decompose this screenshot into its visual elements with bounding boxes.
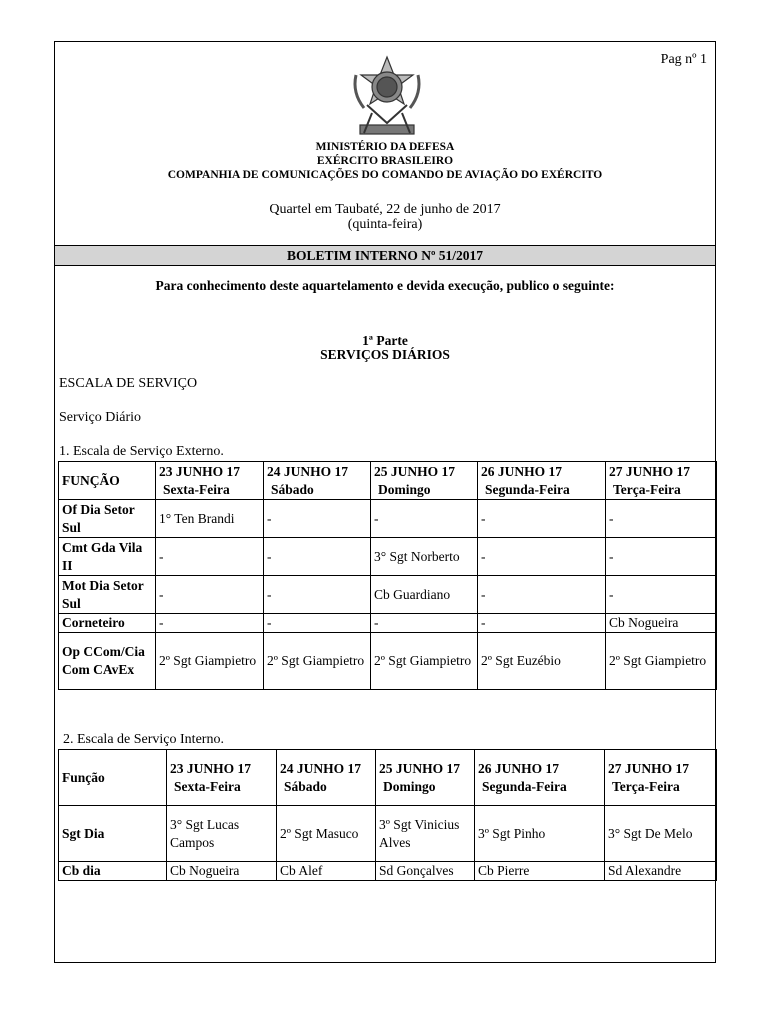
table-cell: Cb Guardiano (371, 576, 478, 614)
row-function: Cb dia (59, 862, 167, 881)
table-cell: Cb Nogueira (606, 614, 717, 633)
table-cell: - (606, 576, 717, 614)
boletim-title: BOLETIM INTERNO Nº 51/2017 (55, 245, 715, 266)
table-cell: 3º Sgt Vinicius Alves (376, 806, 475, 862)
header-day: 25 JUNHO 17 Domingo (376, 750, 475, 806)
table-cell: Sd Gonçalves (376, 862, 475, 881)
row-function: Mot Dia Setor Sul (59, 576, 156, 614)
header-company: COMPANHIA DE COMUNICAÇÕES DO COMANDO DE AVIAÇÃO DO EXÉRCITO (167, 169, 603, 181)
table-cell: 2º Sgt Masuco (277, 806, 376, 862)
servico-diario: Serviço Diário (59, 410, 142, 425)
row-function: Corneteiro (59, 614, 156, 633)
table-row (59, 633, 717, 690)
header-day: 26 JUNHO 17 Segunda-Feira (478, 462, 606, 500)
table-row (59, 576, 717, 614)
header-day: 27 JUNHO 17 Terça-Feira (605, 750, 717, 806)
table-cell: - (371, 614, 478, 633)
table2-caption: 2. Escala de Serviço Interno. (63, 732, 224, 747)
document-page (54, 41, 716, 963)
parte-label: 1ª Parte (362, 333, 408, 348)
section-title: SERVIÇOS DIÁRIOS (320, 347, 450, 362)
table-cell: 2º Sgt Giampietro (156, 633, 264, 690)
external-service-table (58, 461, 717, 690)
table-cell: - (606, 538, 717, 576)
table-cell: - (156, 576, 264, 614)
header-function: FUNÇÃO (59, 462, 156, 500)
table-cell: - (156, 538, 264, 576)
table-cell: Cb Nogueira (167, 862, 277, 881)
table-cell: - (478, 576, 606, 614)
table-cell: - (264, 538, 371, 576)
table-header-row (59, 462, 717, 500)
table-row (59, 500, 717, 538)
table-cell: 2º Sgt Giampietro (264, 633, 371, 690)
header-army: EXÉRCITO BRASILEIRO (316, 155, 454, 167)
table-row (59, 614, 717, 633)
header-ministry: MINISTÉRIO DA DEFESA (315, 141, 455, 153)
brazil-coat-of-arms-icon (342, 53, 432, 143)
header-day: 24 JUNHO 17 Sábado (277, 750, 376, 806)
weekday: (quinta-feira) (347, 217, 423, 232)
header-day: 23 JUNHO 17 Sexta-Feira (167, 750, 277, 806)
header-day: 27 JUNHO 17 Terça-Feira (606, 462, 717, 500)
table-cell: Cb Pierre (475, 862, 605, 881)
table-cell: - (264, 614, 371, 633)
table-cell: 3° Sgt De Melo (605, 806, 717, 862)
table-cell: - (606, 500, 717, 538)
table1-caption: 1. Escala de Serviço Externo. (59, 444, 224, 459)
table-cell: - (264, 576, 371, 614)
table-row (59, 862, 717, 881)
row-function: Op CCom/Cia Com CAvEx (59, 633, 156, 690)
table-cell: Cb Alef (277, 862, 376, 881)
table-header-row (59, 750, 717, 806)
table-cell: 3° Sgt Norberto (371, 538, 478, 576)
header-day: 24 JUNHO 17 Sábado (264, 462, 371, 500)
place-date: Quartel em Taubaté, 22 de junho de 2017 (269, 202, 501, 217)
table-cell: - (478, 500, 606, 538)
table-cell: - (371, 500, 478, 538)
table-cell: 2º Sgt Giampietro (371, 633, 478, 690)
table-cell: - (156, 614, 264, 633)
row-function: Cmt Gda Vila II (59, 538, 156, 576)
escala-title: ESCALA DE SERVIÇO (59, 376, 198, 391)
header-day: 26 JUNHO 17 Segunda-Feira (475, 750, 605, 806)
table-cell: 2º Sgt Euzébio (478, 633, 606, 690)
table-cell: - (478, 538, 606, 576)
row-function: Of Dia Setor Sul (59, 500, 156, 538)
row-function: Sgt Dia (59, 806, 167, 862)
table-row (59, 538, 717, 576)
table-cell: 3° Sgt Lucas Campos (167, 806, 277, 862)
table-cell: 2º Sgt Giampietro (606, 633, 717, 690)
table-cell: - (478, 614, 606, 633)
table-cell: - (264, 500, 371, 538)
intro-text: Para conhecimento deste aquartelamento e devida execução, publico o seguinte: (155, 278, 615, 293)
internal-service-table (58, 749, 717, 881)
page-number: Pag nº 1 (660, 52, 707, 67)
table-cell: Sd Alexandre (605, 862, 717, 881)
table-row (59, 806, 717, 862)
header-day: 25 JUNHO 17 Domingo (371, 462, 478, 500)
header-day: 23 JUNHO 17 Sexta-Feira (156, 462, 264, 500)
table-cell: 1° Ten Brandi (156, 500, 264, 538)
table-cell: 3º Sgt Pinho (475, 806, 605, 862)
header-function: Função (59, 750, 167, 806)
